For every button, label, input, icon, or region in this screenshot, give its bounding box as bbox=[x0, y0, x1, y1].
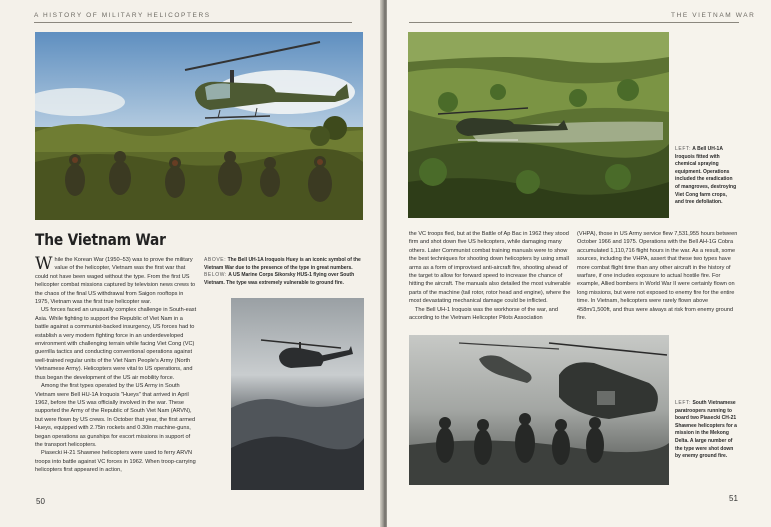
running-head-left: A HISTORY OF MILITARY HELICOPTERS bbox=[34, 12, 211, 19]
caption-text: The Bell UH-1A Iroquois Huey is an iconic symbol of the Vietnam War due to the presence of the type in great numbers. bbox=[204, 257, 361, 271]
body-paragraph: Among the first types operated by the US Army in South Vietnam were Bell HU-1A Iroquois "Hueys" that arrived in April 1962, before the US was officially involved in the war. These supported the Army of the Republic of South Viet Nam (ARVN), but were flown by US crews. In October that year, the first armed Hueys, equipped with 2.75in rockets and 0.30in machine-guns, began operations as gunships for escort missions in support of the transport helicopters. bbox=[35, 383, 196, 448]
right-page bbox=[387, 0, 771, 527]
caption-text: South Vietnamese paratroopers running to board two Piasecki CH-21 Shawnee helicopters for a mission in the Mekong Delta. A large number of the type were shot down by enemy ground fire. bbox=[675, 400, 737, 460]
sikorsky-hus1-photo bbox=[231, 298, 364, 490]
page-title: The Vietnam War bbox=[35, 230, 166, 249]
header-rule-right bbox=[409, 22, 739, 23]
caption-above-below bbox=[204, 257, 362, 287]
right-body-column-1 bbox=[409, 230, 571, 322]
caption-left-spraying bbox=[675, 146, 737, 207]
caption-text: A Bell UH-1A Iroquois fitted with chemical spraying equipment. Operations included the eradication of mangroves, destroying Viet Cong farm crops, and tree defoliation. bbox=[675, 146, 737, 206]
body-paragraph: The Bell UH-1 Iroquois was the workhorse of the war, and according to the Vietnam Helicopter Pilots Association bbox=[409, 306, 559, 322]
right-body-column-2 bbox=[577, 230, 739, 322]
caption-label: BELOW: bbox=[204, 272, 227, 279]
caption-label: LEFT: bbox=[675, 400, 692, 406]
caption-left-paratroopers bbox=[675, 400, 737, 461]
huey-troops-photo bbox=[35, 32, 363, 220]
spraying-huey-photo bbox=[408, 32, 669, 218]
running-head-right: THE VIETNAM WAR bbox=[671, 12, 756, 19]
body-paragraph: (VHPA), those in US Army service flew 7,531,955 hours between October 1966 and 1975. Operations with the Bell AH-1G Cobra accumulated 1,110,716 flight hours in the war. As a result, some sources, including the VHPA, assert that these two types have more combat flight time than any other aircraft in the history of warfare, if one includes exposure to actual hostile fire. For example, Allied bombers in World War II were certainly flown on long missions, but were not exposed to enemy fire for the entire time. In Vietnam, helicopters were rarely flown above 458m/1,500ft, and thus were always at risk from enemy ground fire. bbox=[577, 231, 738, 322]
caption-label: ABOVE: bbox=[204, 257, 227, 263]
left-page bbox=[0, 0, 382, 527]
caption-label: LEFT: bbox=[675, 146, 692, 152]
header-rule-left bbox=[34, 22, 352, 23]
body-paragraph: the VC troops fled, but at the Battle of Ap Bac in 1962 they stood firm and shot down five US helicopters, while damaging many others. Later Communist combat training manuals were to show the best techniques for shooting down helicopters by using small arms as a form of improvised anti-aircraft fire, shooting ahead of the target to allow for forward speed to increase the chance of hitting the aircraft. The manuals also detailed the most vulnerable parts of the machine (tail rotor, rotor head and engine), where the most devastating mechanical damage could be inflicted. bbox=[409, 231, 571, 305]
caption-text: A US Marine Corps Sikorsky HUS-1 flying over South Vietnam. The type was extremely vulnerable to ground fire. bbox=[204, 272, 355, 286]
intro-paragraph: hile the Korean War (1950–53) was to prove the military value of the helicopter, Vietnam was the first war that could not have been waged without the type. From the first US helicopter combat missions captured by television news crews to the chaos of the final US withdrawal from Saigon rooftops in 1975, Vietnam was the first true helicopter war. bbox=[35, 257, 196, 306]
left-body-column bbox=[35, 256, 197, 475]
page-number-right: 51 bbox=[729, 494, 738, 503]
page-number-left: 50 bbox=[36, 497, 45, 506]
drop-cap: W bbox=[35, 254, 53, 274]
body-paragraph: US forces faced an unusually complex challenge in South-east Asia. While fighting to support the Republic of Viet Nam in a battle against a communist-backed insurgency, US forces had to establish a very modern fighting force in an underdeveloped environment with challenging terrain while facing Viet Cong (VC) guerrilla tactics and conducting conventional operations against well-trained regular units of the Viet Nam People's Army (North Vietnamese Army). Helicopters were vital to US operations, and thus began the development of the US air mobility force. bbox=[35, 307, 197, 381]
paratroopers-shawnee-photo bbox=[409, 335, 669, 485]
body-paragraph: Piasecki H-21 Shawnee helicopters were used to ferry ARVN troops into battle against VC forces in 1962. When troop-carrying helicopters first appeared in action, bbox=[35, 450, 196, 474]
